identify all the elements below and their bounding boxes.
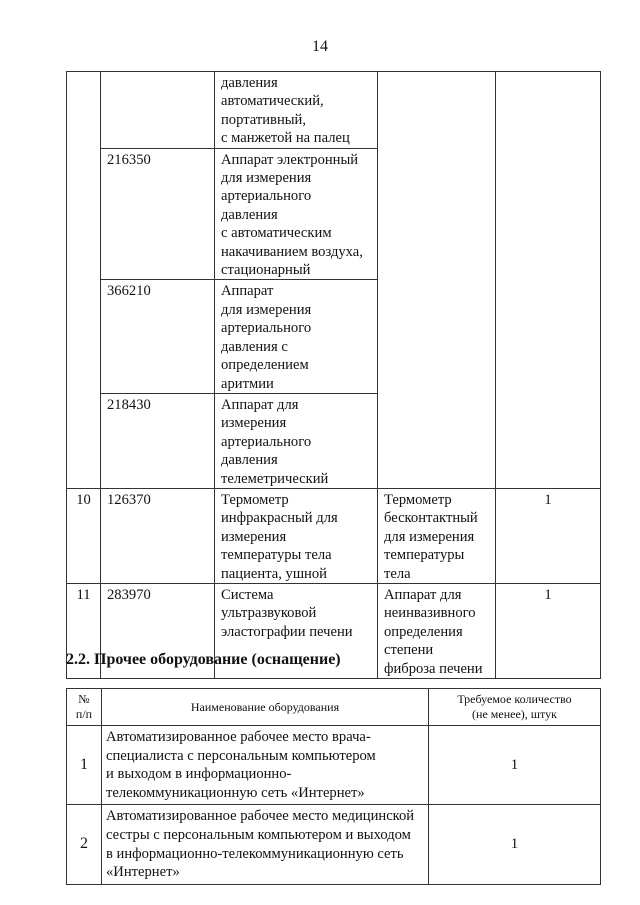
equipment-code: 126370 [101,488,215,583]
name-line: стационарный [221,262,311,279]
alt-line: Аппарат для [384,586,462,603]
row-number [67,280,101,393]
other-equipment-table [66,688,601,885]
required-quantity: 1 [429,805,601,884]
alt-line: определения [384,623,463,640]
equipment-name [215,72,378,149]
required-quantity [496,393,601,488]
name-line: для измерения [221,301,312,318]
name-line: с автоматическим [221,225,332,242]
equipment-name [215,148,378,280]
row-number: 10 [67,488,101,583]
equipment-name [215,393,378,488]
row-number: 1 [67,726,102,805]
name-line: ультразвуковой [221,605,317,622]
name-line: и выходом в информационно- [106,766,292,783]
equipment-code: 218430 [101,393,215,488]
name-line: для измерения [221,170,312,187]
name-line: Автоматизированное рабочее место врача- [106,729,371,745]
alt-line: Термометр [384,491,452,508]
section-heading: 2.2. Прочее оборудование (оснащение) [66,651,341,668]
required-quantity [496,148,601,280]
name-line: Система [221,586,274,603]
name-line: артериального [221,320,312,337]
header-num: № п/п [67,689,102,726]
equipment-code: 366210 [101,280,215,393]
name-line: определением [221,357,309,374]
alt-line: тела [384,565,411,582]
name-line: телекоммуникационную сеть «Интернет» [106,784,365,801]
alternative-name [378,583,496,678]
equipment-name [215,488,378,583]
name-line: Аппарат [221,283,274,300]
required-quantity [496,72,601,149]
table-row [67,72,601,149]
alternative-name [378,148,496,280]
name-line: давления с [221,338,288,355]
name-line: температуры тела [221,547,332,564]
row-number: 2 [67,805,102,884]
name-line: телеметрический [221,470,329,487]
name-line: измерения [221,528,287,545]
name-line: Автоматизированное рабочее место медицинской [106,808,415,825]
equipment-code [101,72,215,149]
alternative-name [378,488,496,583]
name-line: аритмии [221,375,274,392]
name-line: «Интернет» [106,864,180,881]
required-quantity: 1 [496,583,601,678]
name-line: Аппарат электронный [221,151,359,168]
alternative-name [378,72,496,149]
name-line: пациента, ушной [221,565,327,582]
equipment-name [102,805,429,884]
equipment-table-continued [66,71,601,679]
name-line: давления [221,452,278,469]
alt-line: температуры [384,547,465,564]
table-row [67,393,601,488]
required-quantity: 1 [429,726,601,805]
header-name: Наименование оборудования [102,689,429,726]
alternative-name [378,393,496,488]
name-line: в информационно-телекоммуникационную сеть [106,845,404,862]
name-line: Аппарат для [221,396,299,413]
alternative-name [378,280,496,393]
name-line: с манжетой на палец [221,130,350,147]
alt-line: для измерения [384,528,475,545]
name-line: сестры с персональным компьютером и выходом [106,826,411,843]
row-number [67,393,101,488]
alt-line: бесконтактный [384,510,478,527]
equipment-code: 283970 [101,583,215,678]
equipment-code: 216350 [101,148,215,280]
table-row [67,148,601,280]
name-line: специалиста с персональным компьютером [106,747,376,764]
name-line: инфракрасный для [221,510,338,527]
page-number: 14 [312,38,328,55]
equipment-name [102,726,429,805]
name-line: Термометр [221,491,289,508]
required-quantity [496,280,601,393]
name-line: артериального [221,433,312,450]
name-line: давления [221,75,278,91]
required-quantity: 1 [496,488,601,583]
table-row [67,805,601,884]
table-row [67,280,601,393]
name-line: портативный, [221,111,307,128]
name-line: артериального [221,188,312,205]
table-row [67,726,601,805]
table-row [67,488,601,583]
table-header-row [67,689,601,726]
equipment-name [215,280,378,393]
row-number [67,72,101,149]
header-qty: Требуемое количество (не менее), штук [429,689,601,726]
alt-line: степени [384,642,434,659]
name-line: измерения [221,415,287,432]
alt-line: неинвазивного [384,605,476,622]
alt-line: фиброза печени [384,660,483,677]
name-line: автоматический, [221,93,324,110]
name-line: накачиванием воздуха, [221,243,363,260]
row-number: 11 [67,583,101,678]
row-number [67,148,101,280]
name-line: эластографии печени [221,623,353,640]
name-line: давления [221,206,278,223]
